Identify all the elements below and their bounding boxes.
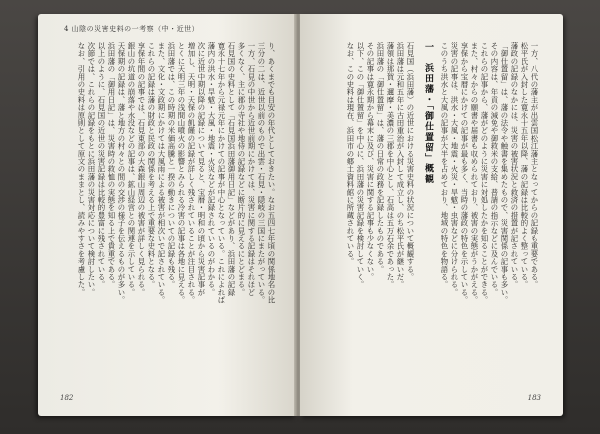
text-column: り、あくまでも目安の年代としておきたい。なお五四七年頃の関係地名の比 [267,42,276,304]
text-column: これらの記録は藩の財政と民政の関係を考える上で重要な史料となる。 [147,42,156,289]
text-column: このうち洪水と大風の記事が大半を占めており、地域の特色を物語る。 [440,42,449,289]
text-column: 浜田藩の「御用日記」は、災害時の救恤の実態を知る上で貴重である。 [107,42,116,289]
left-page-text [62,42,276,386]
text-column: また、文化・文政期にかけては大風雨による被害が相次いで記されている。 [157,42,166,304]
text-column: 次節では、これらの記録をもとに浜田藩の災害対応について検討したい。 [87,42,96,297]
text-column: 「御仕置留」は、藩の法令や触書を集めたもので、災害関係の記事も多い。 [500,42,509,304]
text-column: なお、この史料は現在、浜田市の郷土資料館に所蔵されている。 [346,42,355,266]
text-column: 浜田藩は元和五年に古田重治が入封して成立し、のち松平氏が継いだ。 [396,42,405,289]
right-page-text [316,42,539,386]
text-column: 一方、石見の中世から近世前期にかけては、災害に関する記録はそれほど [247,42,256,297]
text-column: その内容は、年貢の減免や御救米の支給、普請の指示などに及んでいる。 [490,42,499,297]
text-column: 天保期の記録は、藩と地方の村々との間の交渉の様子を伝えるものが多い。 [117,42,126,304]
text-column: 藩領は那賀・邇摩・美濃の三郡を中心とし、石高は五万石余であった。 [386,42,395,289]
text-column: これらの記事から、藩がどのように災害に対処したかを知ることができる。 [480,42,489,304]
text-column: 多くなく、主に郡の寺社や地侍の記録などに断片的に見えるにとどまる。 [237,42,246,297]
text-column: 石見国（浜田藩）の近世における災害史料の状況について概観する。 [406,42,415,281]
running-head: 4 山陰の災害史料の一考察（中・近世） [64,25,200,33]
text-column: 次に近世中期以降の記録について見ると、宝暦・明和の頃から災害記事が [197,42,206,297]
text-column: 一方、八代の藩主が出雲国松江藩主となってからの記録も重要である。 [530,42,539,289]
section-heading: 一 浜田藩・「御仕置留」概観 [423,42,433,185]
text-column: 享保年間の記事では、石見東部の大森銀山周辺の被害が詳しく見られる。 [137,42,146,297]
page-number-right: 183 [527,394,541,402]
text-column: なお、引用の史料は原則として原文のままとし、読みやすさを考慮した。 [77,42,86,297]
text-column: 享保から宝暦にかけての記事が最も多く、当時の藩政の特色を示している。 [460,42,469,304]
text-column: 松平氏が入封した寛永十五年以降、藩の記録は比較的よく整っている。 [520,42,529,289]
right-page [300,14,563,416]
text-column: 石見国の史料として「石見国浜田藩御用日記」などがあり、浜田藩の記録 [227,42,236,297]
text-column: 浜田藩では、この時期の米価高騰と一揆の動きについての記録も残る。 [167,42,176,289]
left-page [38,14,296,416]
text-column: 以上のように、石見国の近世の災害記録は比較的豊富に残されている。 [97,42,106,289]
text-column: とくに天明三年の浅間山噴火の影響とみられる冷害の記事は各地に見える。 [177,42,186,304]
page-number-left: 182 [60,394,74,402]
text-column: 藩政の記録のなかには、災害の被害状況と救済の措置が記されている。 [510,42,519,289]
text-column: その記事は寛永期から幕末に及び、災害に関する記事も少なくない。 [366,42,375,281]
text-column: また、村々からの願書や届書も収められており、被害の実態がうかがえる。 [470,42,479,304]
text-column: 寛永十七年から元禄元年にかけての記事が中心となっている。これによれば [217,42,226,304]
text-column: 銀山の坑道の崩落や水没などの記事は、鉱山経営との関連を示している。 [127,42,136,297]
text-column: 三分の二は、近世以前のもので出雲・石見・隠岐の三国にまたがっている。 [257,42,266,304]
text-column: 以下、この「御仕置留」を中心に、浜田藩の災害記録を検討していく。 [356,42,365,289]
text-column: 浜田藩の「御仕置留」は、藩の日常の政務を記録したものである。 [376,42,385,273]
text-column: 藩内の洪水・旱魃・大風・地震・火災などが記録されているのがわかる。 [207,42,216,297]
text-column: 災害の記事は、洪水・大風・地震・火災・旱魃・虫害などに分けられる。 [450,42,459,297]
text-column: 増加し、天明・天保の飢饉の記録が詳しく残されていることが注目される。 [187,42,196,304]
